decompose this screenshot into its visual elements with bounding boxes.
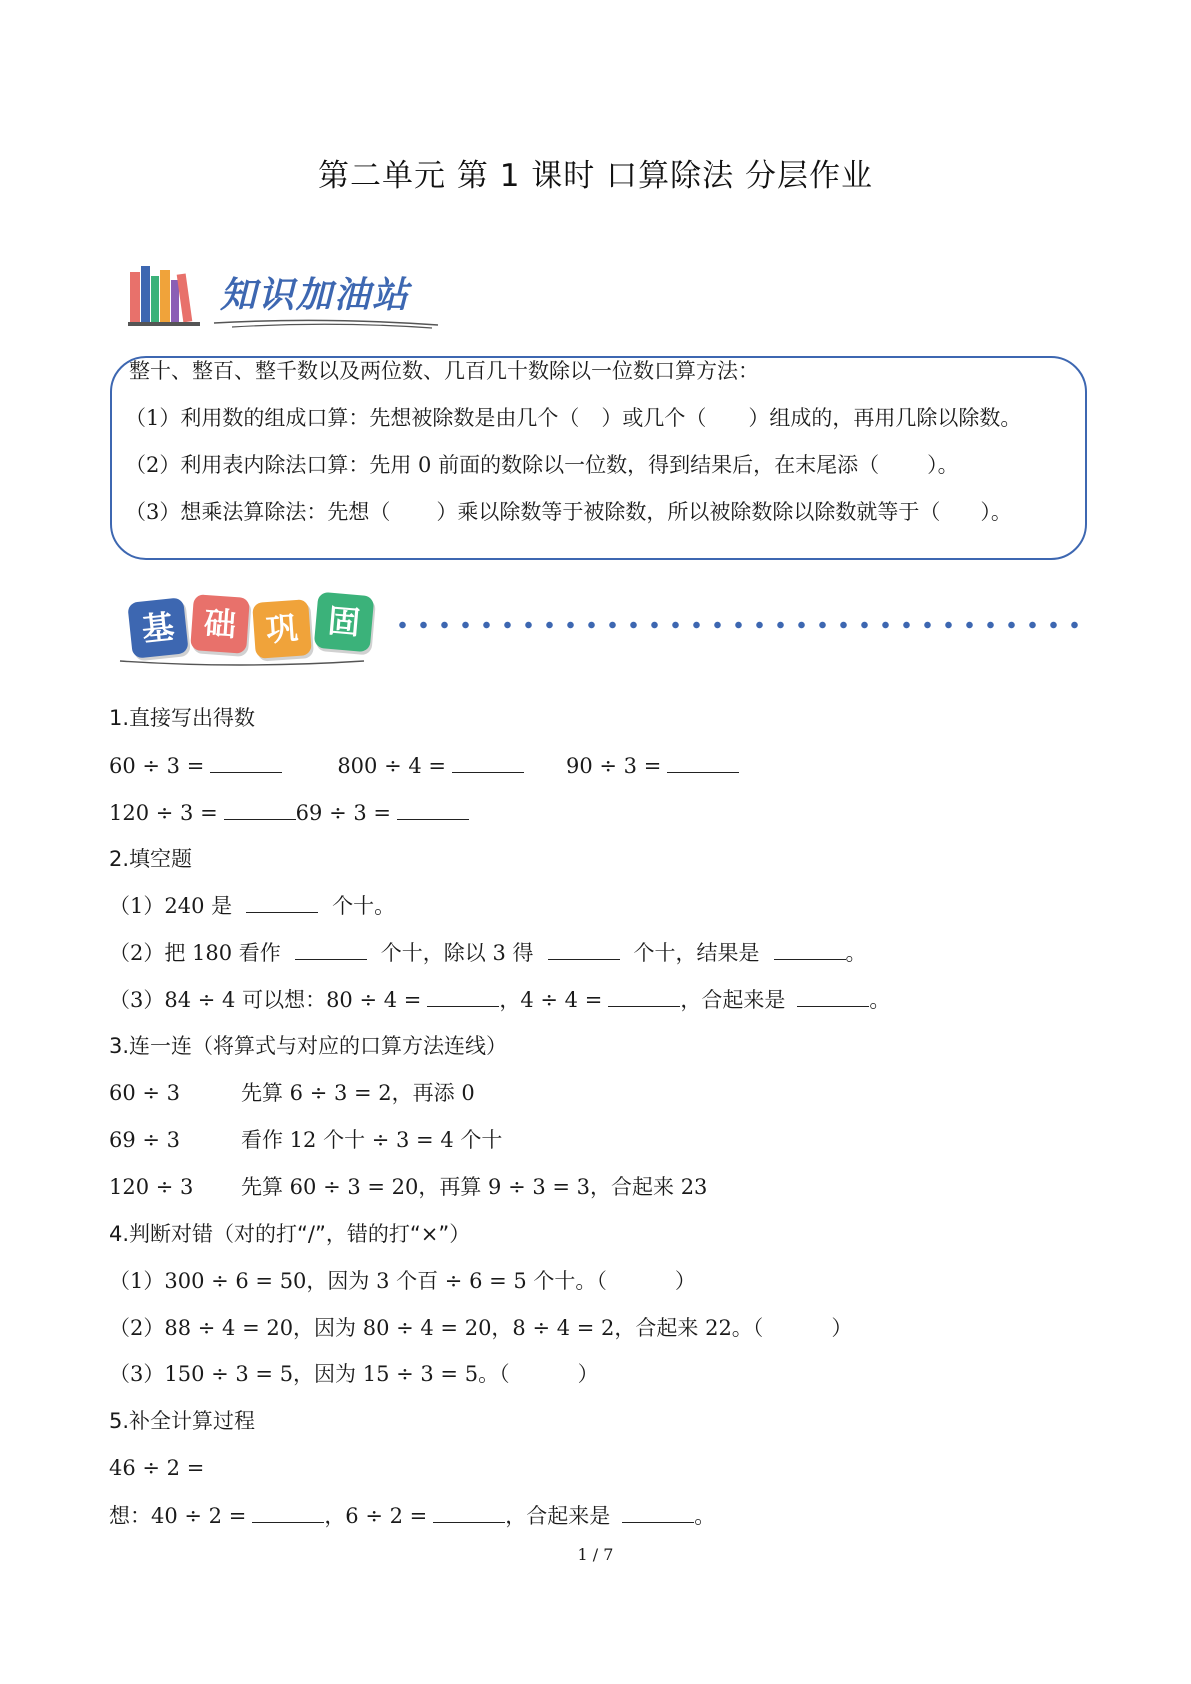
q3-left-3[interactable]: 120 ÷ 3: [109, 1175, 194, 1199]
knowledge-item-1: （1）利用数的组成口算：先想被除数是由几个（ ）或几个（ ）组成的，再用几除以除数。: [125, 406, 1022, 430]
q3-left-2[interactable]: 69 ÷ 3: [109, 1128, 181, 1152]
answer-blank[interactable]: [622, 1500, 694, 1523]
dotted-divider: [392, 621, 1082, 629]
knowledge-intro: 整十、整百、整千数以及两位数、几百几十数除以一位数口算方法：: [129, 359, 759, 383]
answer-blank[interactable]: [797, 984, 869, 1007]
q3-right-3[interactable]: 先算 60 ÷ 3 = 20，再算 9 ÷ 3 = 3，合起来 23: [241, 1175, 708, 1199]
answer-blank[interactable]: [774, 937, 846, 960]
q2-item-2: （2）把 180 看作 个十，除以 3 得 个十，结果是 。: [109, 937, 867, 968]
answer-blank[interactable]: [397, 797, 469, 820]
answer-blank[interactable]: [427, 984, 499, 1007]
answer-blank[interactable]: [452, 750, 524, 773]
q1-row-2: 120 ÷ 3 = 69 ÷ 3 =: [109, 797, 469, 828]
answer-blank[interactable]: [246, 890, 318, 913]
books-icon: [128, 262, 204, 328]
page-number: 1 / 7: [577, 1545, 614, 1564]
q4-item-2: （2）88 ÷ 4 = 20，因为 80 ÷ 4 = 20，8 ÷ 4 = 2，合起来 22。（ ）: [109, 1316, 853, 1340]
knowledge-item-3: （3）想乘法算除法：先想（ ）乘以除数等于被除数，所以被除数除以除数就等于（ ）。: [125, 500, 1012, 524]
q3-right-2[interactable]: 看作 12 个十 ÷ 3 = 4 个十: [241, 1128, 503, 1152]
q4-item-3: （3）150 ÷ 3 = 5，因为 15 ÷ 3 = 5。（ ）: [109, 1362, 599, 1386]
basics-tile-3: 巩: [252, 599, 312, 659]
q5-think: 想：40 ÷ 2 = ，6 ÷ 2 = ，合起来是 。: [109, 1500, 715, 1531]
header-swoosh: [212, 315, 442, 331]
answer-blank[interactable]: [548, 937, 620, 960]
answer-blank[interactable]: [608, 984, 680, 1007]
q5-title: 5.补全计算过程: [109, 1409, 256, 1433]
knowledge-item-2: （2）利用表内除法口算：先用 0 前面的数除以一位数，得到结果后，在末尾添（ ）。: [125, 453, 959, 477]
q1-title: 1.直接写出得数: [109, 706, 256, 730]
q5-expression: 46 ÷ 2 =: [109, 1456, 205, 1480]
q2-item-1: （1）240 是 个十。: [109, 890, 395, 921]
q2-title: 2.填空题: [109, 847, 193, 871]
answer-blank[interactable]: [224, 797, 296, 820]
knowledge-header: 知识加油站: [220, 275, 411, 316]
page-title: 第二单元 第 1 课时 口算除法 分层作业: [318, 158, 873, 194]
q2-item-3: （3）84 ÷ 4 可以想：80 ÷ 4 = ，4 ÷ 4 = ，合起来是 。: [109, 984, 890, 1015]
q3-title: 3.连一连（将算式与对应的口算方法连线）: [109, 1034, 508, 1058]
basics-swoosh: [118, 655, 368, 669]
q3-right-1[interactable]: 先算 6 ÷ 3 = 2，再添 0: [241, 1081, 475, 1105]
basics-tile-1: 基: [127, 597, 189, 659]
answer-blank[interactable]: [295, 937, 367, 960]
q4-title: 4.判断对错（对的打“/”，错的打“×”）: [109, 1222, 471, 1246]
answer-blank[interactable]: [210, 750, 282, 773]
basics-tile-4: 固: [314, 592, 375, 653]
q1-row-1: 60 ÷ 3 = 800 ÷ 4 = 90 ÷ 3 =: [109, 750, 739, 781]
answer-blank[interactable]: [433, 1500, 505, 1523]
q4-item-1: （1）300 ÷ 6 = 50，因为 3 个百 ÷ 6 = 5 个十。（ ）: [109, 1269, 696, 1293]
answer-blank[interactable]: [667, 750, 739, 773]
knowledge-box: [110, 356, 1087, 560]
basics-tile-2: 础: [190, 594, 250, 654]
answer-blank[interactable]: [252, 1500, 324, 1523]
q3-left-1[interactable]: 60 ÷ 3: [109, 1081, 181, 1105]
